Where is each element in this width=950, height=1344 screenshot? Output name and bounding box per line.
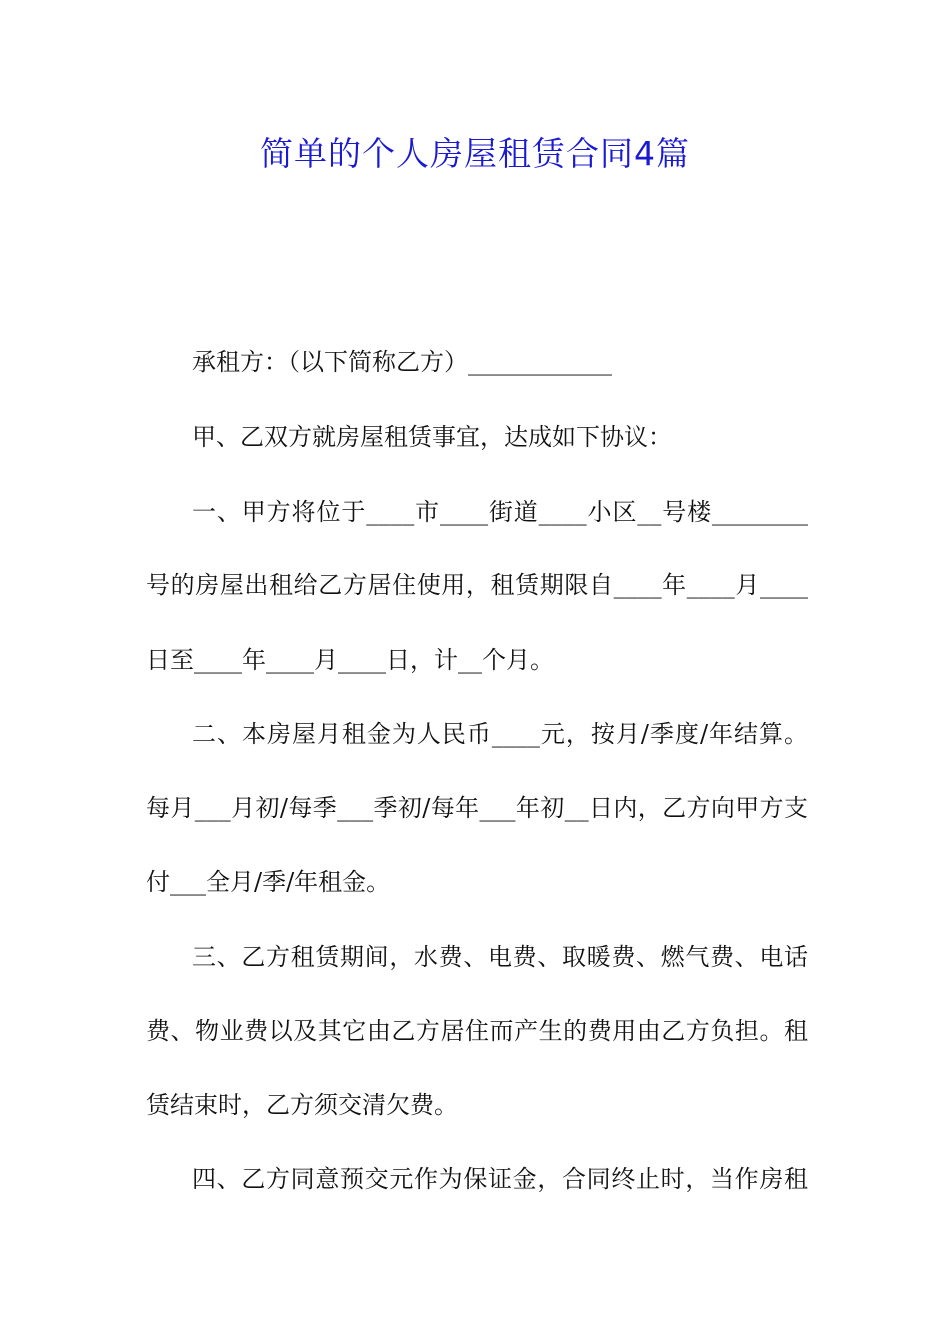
paragraph-line: 付___全月/季/年租金。 bbox=[146, 868, 391, 896]
paragraph-line: 号的房屋出租给乙方居住使用，租赁期限自____年____月____ bbox=[146, 571, 808, 599]
paragraph-line: 三、乙方租赁期间，水费、电费、取暖费、燃气费、电话 bbox=[192, 943, 808, 971]
paragraph-line: 日至____年____月____日，计__个月。 bbox=[146, 646, 554, 674]
paragraph-line: 四、乙方同意预交元作为保证金，合同终止时，当作房租 bbox=[192, 1165, 808, 1193]
paragraph-line: 甲、乙双方就房屋租赁事宜，达成如下协议： bbox=[192, 423, 672, 451]
paragraph-line: 承租方：（以下简称乙方）____________ bbox=[192, 348, 612, 376]
paragraph-line: 每月___月初/每季___季初/每年___年初__日内，乙方向甲方支 bbox=[146, 794, 808, 822]
paragraph-line: 二、本房屋月租金为人民币____元，按月/季度/年结算。 bbox=[192, 720, 808, 748]
document-title: 简单的个人房屋租赁合同4篇 bbox=[260, 134, 690, 173]
paragraph-line: 赁结束时，乙方须交清欠费。 bbox=[146, 1091, 458, 1119]
paragraph-line: 费、物业费以及其它由乙方居住而产生的费用由乙方负担。租 bbox=[146, 1017, 808, 1045]
paragraph-line: 一、甲方将位于____市____街道____小区__号楼________ bbox=[192, 498, 808, 526]
